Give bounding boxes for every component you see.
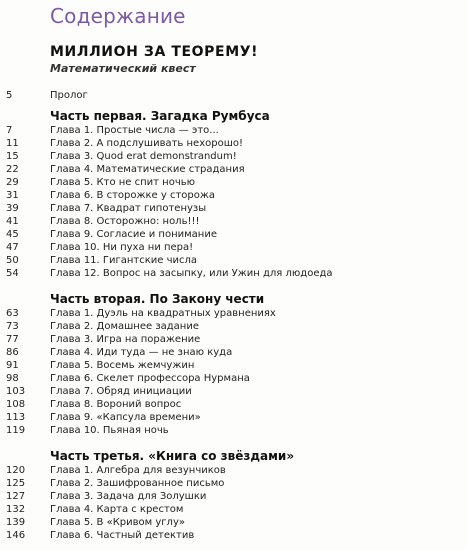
toc-page-number: 47 xyxy=(6,242,19,253)
toc-entry-label: Глава 2. Зашифрованное письмо xyxy=(50,478,225,489)
toc-entry-label: Глава 2. Домашнее задание xyxy=(50,321,199,332)
part-1-title: Часть первая. Загадка Румбуса xyxy=(50,109,270,123)
toc-entry-label: Глава 3. Задача для Золушки xyxy=(50,491,207,502)
toc-row xyxy=(0,241,467,254)
toc-row xyxy=(0,372,467,385)
toc-row xyxy=(0,516,467,529)
toc-row xyxy=(0,346,467,359)
toc-entry-label: Глава 9. Согласие и понимание xyxy=(50,229,217,240)
toc-row-prologue xyxy=(0,89,467,102)
toc-page-number: 91 xyxy=(6,360,19,371)
toc-page-number: 86 xyxy=(6,347,19,358)
toc-page-number: 103 xyxy=(6,386,26,397)
toc-row xyxy=(0,254,467,267)
toc-page-number: 73 xyxy=(6,321,19,332)
toc-entry-label: Глава 6. Частный детектив xyxy=(50,530,195,541)
toc-entry-label: Глава 9. «Капсула времени» xyxy=(50,412,201,423)
toc-row xyxy=(0,215,467,228)
toc-entry-label: Глава 1. Простые числа — это... xyxy=(50,125,219,136)
toc-page-number: 41 xyxy=(6,216,19,227)
toc-page-number: 50 xyxy=(6,255,19,266)
toc-entry-label: Пролог xyxy=(50,90,88,101)
toc-entry-label: Глава 5. Кто не спит ночью xyxy=(50,177,196,188)
toc-page-number: 108 xyxy=(6,399,26,410)
toc-entry-label: Глава 6. В сторожке у сторожа xyxy=(50,190,216,201)
toc-entry-label: Глава 4. Карта с крестом xyxy=(50,504,184,515)
contents-heading: Содержание xyxy=(50,4,186,28)
toc-entry-label: Глава 6. Скелет профессора Нурмана xyxy=(50,373,250,384)
toc-entry-label: Глава 4. Иди туда — не знаю куда xyxy=(50,347,233,358)
toc-row xyxy=(0,529,467,542)
toc-row xyxy=(0,307,467,320)
toc-entry-label: Глава 1. Алгебра для везунчиков xyxy=(50,465,226,476)
toc-row xyxy=(0,490,467,503)
toc-row xyxy=(0,189,467,202)
toc-entry-label: Глава 2. А подслушивать нехорошо! xyxy=(50,138,243,149)
toc-page-number: 120 xyxy=(6,465,26,476)
toc-entry-label: Глава 8. Осторожно: ноль!!! xyxy=(50,216,200,227)
toc-page-number: 139 xyxy=(6,517,26,528)
toc-row xyxy=(0,202,467,215)
toc-page-number: 125 xyxy=(6,478,26,489)
toc-entry-label: Глава 5. Восемь жемчужин xyxy=(50,360,195,371)
toc-entry-label: Глава 3. Quod erat demonstrandum! xyxy=(50,151,237,162)
toc-row xyxy=(0,477,467,490)
toc-row xyxy=(0,124,467,137)
toc-entry-label: Глава 10. Ни пуха ни пера! xyxy=(50,242,194,253)
toc-page-number: 98 xyxy=(6,373,19,384)
toc-page-number: 119 xyxy=(6,425,26,436)
toc-entry-label: Глава 7. Квадрат гипотенузы xyxy=(50,203,207,214)
toc-row xyxy=(0,464,467,477)
toc-row xyxy=(0,176,467,189)
toc-page-number: 77 xyxy=(6,334,19,345)
toc-page-number: 127 xyxy=(6,491,26,502)
part-2-title: Часть вторая. По Закону чести xyxy=(50,292,265,306)
toc-row xyxy=(0,228,467,241)
toc-row xyxy=(0,398,467,411)
toc-page-number: 113 xyxy=(6,412,26,423)
toc-page-number: 45 xyxy=(6,229,19,240)
toc-row xyxy=(0,424,467,437)
toc-page-number: 5 xyxy=(6,90,13,101)
toc-page-number: 29 xyxy=(6,177,19,188)
book-title: МИЛЛИОН ЗА ТЕОРЕМУ! xyxy=(50,44,259,60)
toc-row xyxy=(0,411,467,424)
toc-page-number: 7 xyxy=(6,125,13,136)
toc-entry-label: Глава 8. Вороний вопрос xyxy=(50,399,182,410)
toc-page-number: 31 xyxy=(6,190,19,201)
toc-page-number: 39 xyxy=(6,203,19,214)
toc-entry-label: Глава 5. В «Кривом углу» xyxy=(50,517,185,528)
toc-page-number: 15 xyxy=(6,151,19,162)
toc-page-number: 11 xyxy=(6,138,19,149)
toc-page-number: 146 xyxy=(6,530,26,541)
toc-entry-label: Глава 1. Дуэль на квадратных уравнениях xyxy=(50,308,276,319)
toc-page-number: 132 xyxy=(6,504,26,515)
toc-page-number: 54 xyxy=(6,268,19,279)
toc-entry-label: Глава 11. Гигантские числа xyxy=(50,255,198,266)
toc-row xyxy=(0,137,467,150)
toc-page-number: 63 xyxy=(6,308,19,319)
toc-entry-label: Глава 4. Математические страдания xyxy=(50,164,245,175)
toc-page-number: 22 xyxy=(6,164,19,175)
part-3-title: Часть третья. «Книга со звёздами» xyxy=(50,449,295,463)
toc-row xyxy=(0,163,467,176)
toc-row xyxy=(0,320,467,333)
toc-row xyxy=(0,503,467,516)
toc-row xyxy=(0,359,467,372)
toc-row xyxy=(0,333,467,346)
toc-entry-label: Глава 10. Пьяная ночь xyxy=(50,425,169,436)
toc-entry-label: Глава 12. Вопрос на засыпку, или Ужин для людоеда xyxy=(50,268,333,279)
toc-row xyxy=(0,385,467,398)
toc-row xyxy=(0,150,467,163)
toc-row xyxy=(0,267,467,280)
toc-entry-label: Глава 7. Обряд инициации xyxy=(50,386,192,397)
book-subtitle: Математический квест xyxy=(50,62,196,75)
toc-entry-label: Глава 3. Игра на поражение xyxy=(50,334,201,345)
